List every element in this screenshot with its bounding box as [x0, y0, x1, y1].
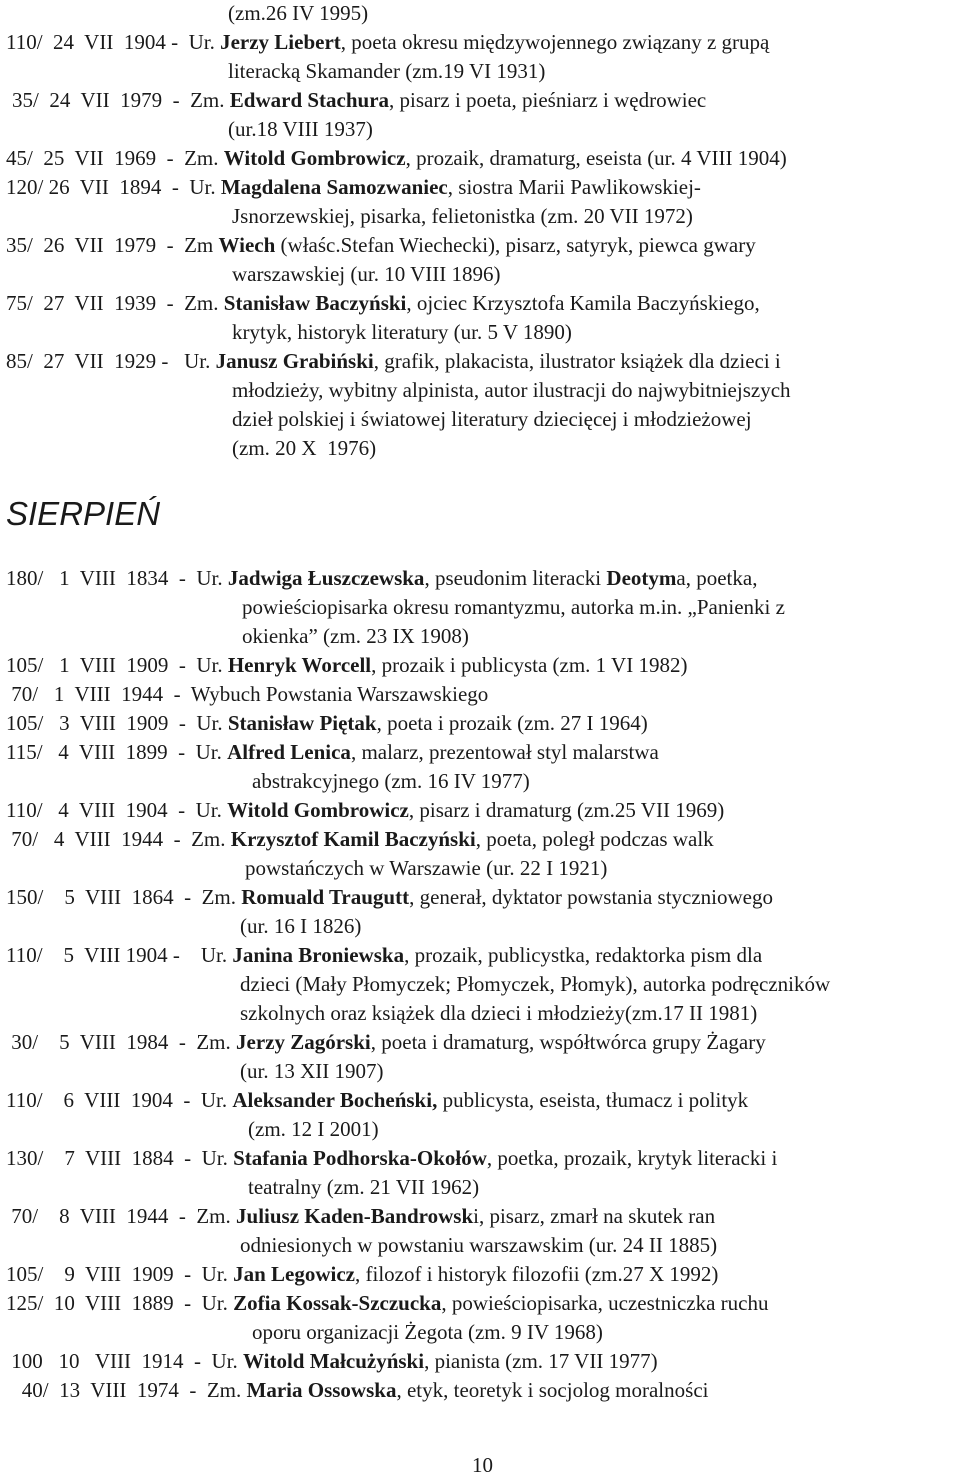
line-text: 110/ 24 VII 1904 - Ur. [6, 30, 221, 54]
text-line [240, 971, 830, 997]
line-text: okienka” (zm. 23 IX 1908) [242, 624, 469, 648]
text-line [6, 1087, 748, 1113]
text-line [232, 377, 791, 403]
section-heading: SIERPIEŃ [6, 495, 161, 532]
text-line [12, 87, 706, 113]
line-text: 130/ 7 VIII 1884 - Ur. [6, 1146, 234, 1170]
line-text: (zm. 20 X 1976) [232, 436, 377, 460]
person-name: Witold Małcużyński [243, 1349, 425, 1373]
line-text: młodzieży, wybitny alpinista, autor ilustracji do najwybitniejszych [232, 378, 791, 402]
line-text: Jsnorzewskiej, pisarka, felietonistka (zm. 20 VII 1972) [232, 204, 693, 228]
text-line [232, 406, 752, 432]
line-text: teatralny (zm. 21 VII 1962) [248, 1175, 480, 1199]
line-text: a, poetka, [676, 566, 758, 590]
text-line [228, 0, 368, 26]
line-text: powieściopisarka okresu romantyzmu, autorka m.in. „Panienki z [242, 595, 785, 619]
line-text: , prozaik, publicystka, redaktorka pism dla [404, 943, 763, 967]
line-text: , filozof i historyk filozofii (zm.27 X 1992) [355, 1262, 719, 1286]
person-name: Stanisław Baczyński [223, 291, 407, 315]
text-line [232, 203, 693, 229]
text-line [240, 1000, 757, 1026]
line-text: 40/ 13 VIII 1974 - Zm. [6, 1378, 247, 1402]
line-text: 115/ 4 VIII 1899 - Ur. [6, 740, 228, 764]
text-line [6, 348, 781, 374]
line-text: , pseudonim literacki [424, 566, 607, 590]
line-text: , poetka, prozaik, krytyk literacki i [486, 1146, 778, 1170]
line-text: , ojciec Krzysztofa Kamila Baczyńskiego, [406, 291, 760, 315]
line-text: 110/ 5 VIII 1904 - Ur. [6, 943, 233, 967]
line-text: , generał, dyktator powstania styczniowego [409, 885, 773, 909]
text-line [6, 1261, 718, 1287]
person-name: Janina Broniewska [232, 943, 405, 967]
text-line [248, 1174, 479, 1200]
line-text: abstrakcyjnego (zm. 16 IV 1977) [252, 769, 530, 793]
line-text: publicysta, eseista, tłumacz i polityk [437, 1088, 749, 1112]
text-line [232, 261, 500, 287]
person-name: Romuald Traugutt [241, 885, 410, 909]
line-text: dzieł polskiej i światowej literatury dziecięcej i młodzieżowej [232, 407, 752, 431]
text-line [228, 116, 373, 142]
line-text: , pisarz i poeta, pieśniarz i wędrowiec [389, 88, 707, 112]
person-name: Jerzy Liebert [220, 30, 341, 54]
person-name: Witold Gombrowicz [223, 146, 406, 170]
line-text: , grafik, plakacista, ilustrator książek dla dzieci i [373, 349, 781, 373]
text-line [240, 913, 361, 939]
person-name: Juliusz Kaden-Bandrowsk [236, 1204, 474, 1228]
line-text: 105/ 1 VIII 1909 - Ur. [6, 653, 228, 677]
text-line [6, 29, 769, 55]
person-name: Janusz Grabiński [215, 349, 374, 373]
text-line [6, 565, 757, 591]
text-line [6, 1348, 658, 1374]
line-text: , poeta, poległ podczas walk [475, 827, 714, 851]
line-text: , prozaik, dramaturg, eseista (ur. 4 VIII 1904) [405, 146, 787, 170]
person-name: Edward Stachura [229, 88, 390, 112]
line-text: warszawskiej (ur. 10 VIII 1896) [232, 262, 501, 286]
person-name: Maria Ossowska [246, 1378, 397, 1402]
text-line [6, 1145, 777, 1171]
person-name: Zofia Kossak-Szczucka [233, 1291, 442, 1315]
text-line [6, 739, 659, 765]
text-line [6, 884, 773, 910]
text-line [6, 681, 488, 707]
line-text: , etyk, teoretyk i socjolog moralności [396, 1378, 709, 1402]
person-name: Jan Legowicz [233, 1262, 355, 1286]
line-text: 105/ 9 VIII 1909 - Ur. [6, 1262, 234, 1286]
line-text: 85/ 27 VII 1929 - Ur. [6, 349, 216, 373]
person-name: Jerzy Zagórski [236, 1030, 371, 1054]
text-line [6, 145, 787, 171]
line-text: , siostra Marii Pawlikowskiej- [447, 175, 701, 199]
line-text: odniesionych w powstaniu warszawskim (ur. 24 II 1885) [240, 1233, 718, 1257]
line-text: , poeta i dramaturg, współtwórca grupy Żagary [370, 1030, 766, 1054]
person-name: Magdalena Samozwaniec [220, 175, 448, 199]
line-text: , malarz, prezentował styl malarstwa [350, 740, 659, 764]
text-line [232, 435, 376, 461]
line-text: 45/ 25 VII 1969 - Zm. [6, 146, 224, 170]
line-text: 70/ 1 VIII 1944 - Wybuch Powstania Warszawskiego [6, 682, 489, 706]
line-text: 110/ 6 VIII 1904 - Ur. [6, 1088, 233, 1112]
line-text: (zm.26 IV 1995) [228, 1, 369, 25]
text-line [228, 58, 545, 84]
line-text: (ur.18 VIII 1937) [228, 117, 373, 141]
text-line [252, 768, 530, 794]
person-name: Stafania Podhorska-Okołów [233, 1146, 487, 1170]
text-line [242, 623, 469, 649]
page-number: 10 [472, 1453, 493, 1477]
line-text: dzieci (Mały Płomyczek; Płomyczek, Płomyk), autorka podręczników [240, 972, 831, 996]
person-name: Jadwiga Łuszczewska [227, 566, 425, 590]
line-text: 30/ 5 VIII 1984 - Zm. [6, 1030, 237, 1054]
text-line [6, 1203, 715, 1229]
line-text: krytyk, historyk literatury (ur. 5 V 1890) [232, 320, 572, 344]
text-line [6, 174, 701, 200]
line-text: powstańczych w Warszawie (ur. 22 I 1921) [245, 856, 608, 880]
text-line [6, 1377, 708, 1403]
line-text: 35/ 26 VII 1979 - Zm [6, 233, 219, 257]
person-name: Stanisław Piętak [227, 711, 377, 735]
text-line [6, 1029, 766, 1055]
line-text: oporu organizacji Żegota (zm. 9 IV 1968) [252, 1320, 603, 1344]
text-line [6, 1290, 768, 1316]
line-text: szkolnych oraz książek dla dzieci i młodzieży(zm.17 II 1981) [240, 1001, 758, 1025]
text-line [242, 594, 785, 620]
text-line [245, 855, 607, 881]
line-text: 70/ 4 VIII 1944 - Zm. [6, 827, 231, 851]
text-line [240, 1058, 383, 1084]
line-text: 150/ 5 VIII 1864 - Zm. [6, 885, 242, 909]
text-line [240, 1232, 717, 1258]
person-name: Aleksander Bocheński, [232, 1088, 438, 1112]
line-text: 105/ 3 VIII 1909 - Ur. [6, 711, 228, 735]
text-line [6, 710, 648, 736]
line-text: 70/ 8 VIII 1944 - Zm. [6, 1204, 237, 1228]
person-name: Krzysztof Kamil Baczyński [230, 827, 476, 851]
line-text: 75/ 27 VII 1939 - Zm. [6, 291, 224, 315]
person-name: Witold Gombrowicz [227, 798, 409, 822]
person-name: Alfred Lenica [227, 740, 351, 764]
person-name: Henryk Worcell [227, 653, 372, 677]
line-text: , powieściopisarka, uczestniczka ruchu [441, 1291, 769, 1315]
line-text: 110/ 4 VIII 1904 - Ur. [6, 798, 228, 822]
text-line [6, 290, 760, 316]
line-text: (właśc.Stefan Wiechecki), pisarz, satyryk, piewca gwary [275, 233, 756, 257]
line-text: (ur. 13 XII 1907) [240, 1059, 384, 1083]
text-line [6, 232, 756, 258]
line-text: , pianista (zm. 17 VII 1977) [424, 1349, 658, 1373]
line-text: (zm. 12 I 2001) [248, 1117, 379, 1141]
text-line [252, 1319, 603, 1345]
line-text: 125/ 10 VIII 1889 - Ur. [6, 1291, 234, 1315]
person-name: Deotym [606, 566, 677, 590]
line-text: , pisarz i dramaturg (zm.25 VII 1969) [408, 798, 725, 822]
line-text: 180/ 1 VIII 1834 - Ur. [6, 566, 228, 590]
text-line [232, 319, 572, 345]
line-text: , prozaik i publicysta (zm. 1 VI 1982) [371, 653, 688, 677]
person-name: Wiech [218, 233, 276, 257]
line-text: i, pisarz, zmarł na skutek ran [473, 1204, 716, 1228]
line-text: 100 10 VIII 1914 - Ur. [6, 1349, 244, 1373]
line-text: (ur. 16 I 1826) [240, 914, 362, 938]
text-line [6, 942, 762, 968]
line-text: literacką Skamander (zm.19 VI 1931) [228, 59, 546, 83]
text-line [6, 826, 714, 852]
text-line [6, 797, 724, 823]
text-line [6, 652, 687, 678]
line-text: 35/ 24 VII 1979 - Zm. [12, 88, 230, 112]
text-line [248, 1116, 379, 1142]
line-text: , poeta i prozaik (zm. 27 I 1964) [376, 711, 648, 735]
line-text: , poeta okresu międzywojennego związany z grupą [340, 30, 770, 54]
line-text: 120/ 26 VII 1894 - Ur. [6, 175, 221, 199]
